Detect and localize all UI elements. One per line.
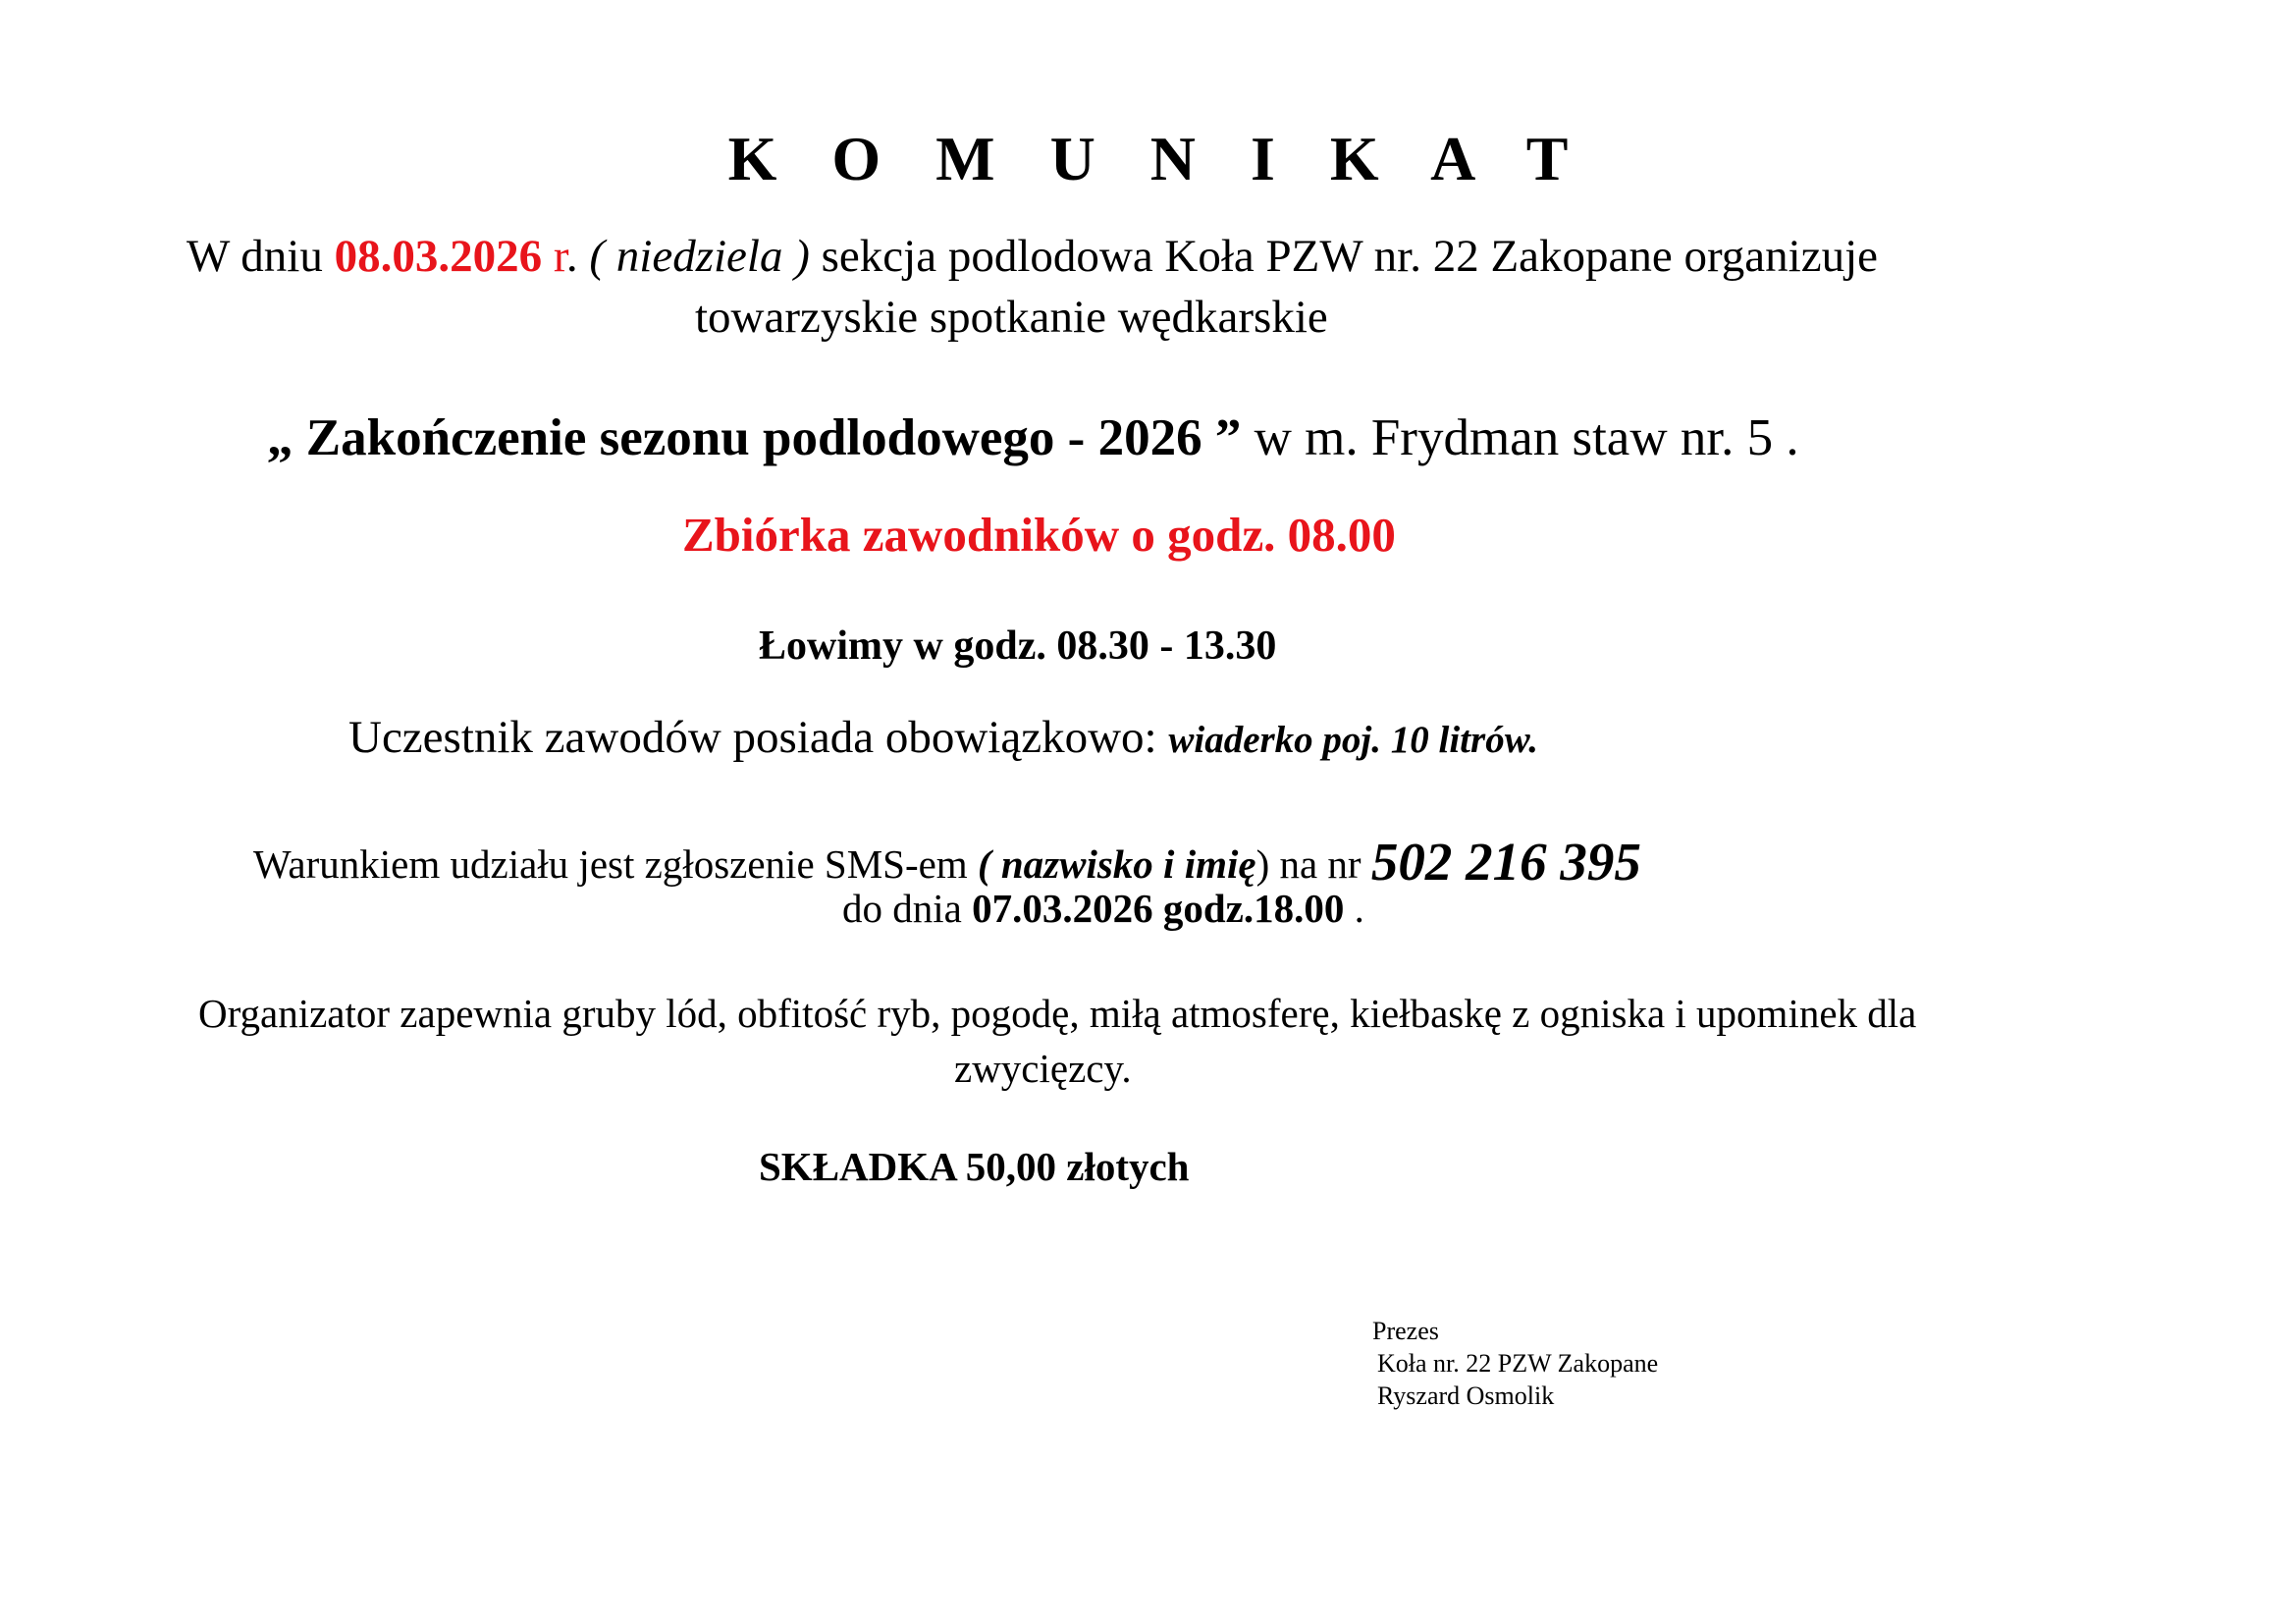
equipment-item: wiaderko poj. 10 litrów. xyxy=(1168,719,1539,761)
event-date: 08.03.2026 xyxy=(334,231,543,282)
intro-line-1 xyxy=(187,231,1879,282)
gathering-time: Zbiórka zawodników o godz. 08.00 xyxy=(682,508,1396,562)
deadline-suffix: . xyxy=(1344,886,1364,931)
intro-dot: . xyxy=(565,231,590,282)
deadline-prefix: do dnia xyxy=(842,886,973,931)
signature-role: Prezes xyxy=(1372,1317,1439,1345)
signature-org: Koła nr. 22 PZW Zakopane xyxy=(1377,1349,1659,1378)
equipment-text: Uczestnik zawodów posiada obowiązkowo: xyxy=(348,712,1169,763)
fee: SKŁADKA 50,00 złotych xyxy=(759,1144,1190,1189)
fishing-hours: Łowimy w godz. 08.30 - 13.30 xyxy=(759,623,1277,669)
intro-prefix: W dniu xyxy=(187,231,335,282)
registration-prefix: Warunkiem udziału jest zgłoszenie SMS-em xyxy=(253,841,978,887)
signature-name: Ryszard Osmolik xyxy=(1377,1381,1555,1410)
provides-line-1: Organizator zapewnia gruby lód, obfitość ryb, pogodę, miłą atmosferę, kiełbaskę z ogniska i upominek dla xyxy=(198,991,1917,1036)
intro-rest: sekcja podlodowa Koła PZW nr. 22 Zakopane organizuje xyxy=(809,231,1879,282)
registration-paren: ( nazwisko i imię xyxy=(977,841,1256,887)
deadline: 07.03.2026 godz.18.00 xyxy=(972,886,1345,931)
registration-after-paren: ) na nr xyxy=(1255,841,1371,887)
event-name: „ Zakończenie sezonu podlodowego - 2026 ” xyxy=(267,409,1242,466)
phone-number: 502 216 395 xyxy=(1370,832,1641,892)
intro-line-2: towarzyskie spotkanie wędkarskie xyxy=(695,292,1328,343)
equipment-line xyxy=(348,712,1539,763)
event-date-suffix: r xyxy=(542,231,566,282)
provides-line-2: zwycięzcy. xyxy=(954,1046,1132,1091)
event-location: w m. Frydman staw nr. 5 . xyxy=(1241,409,1799,466)
document-title: K O M U N I K A T xyxy=(727,124,1588,193)
event-line xyxy=(267,409,1799,466)
registration-line-2 xyxy=(842,886,1364,931)
registration-line-1 xyxy=(253,832,1641,892)
event-weekday: ( niedziela ) xyxy=(589,231,810,282)
